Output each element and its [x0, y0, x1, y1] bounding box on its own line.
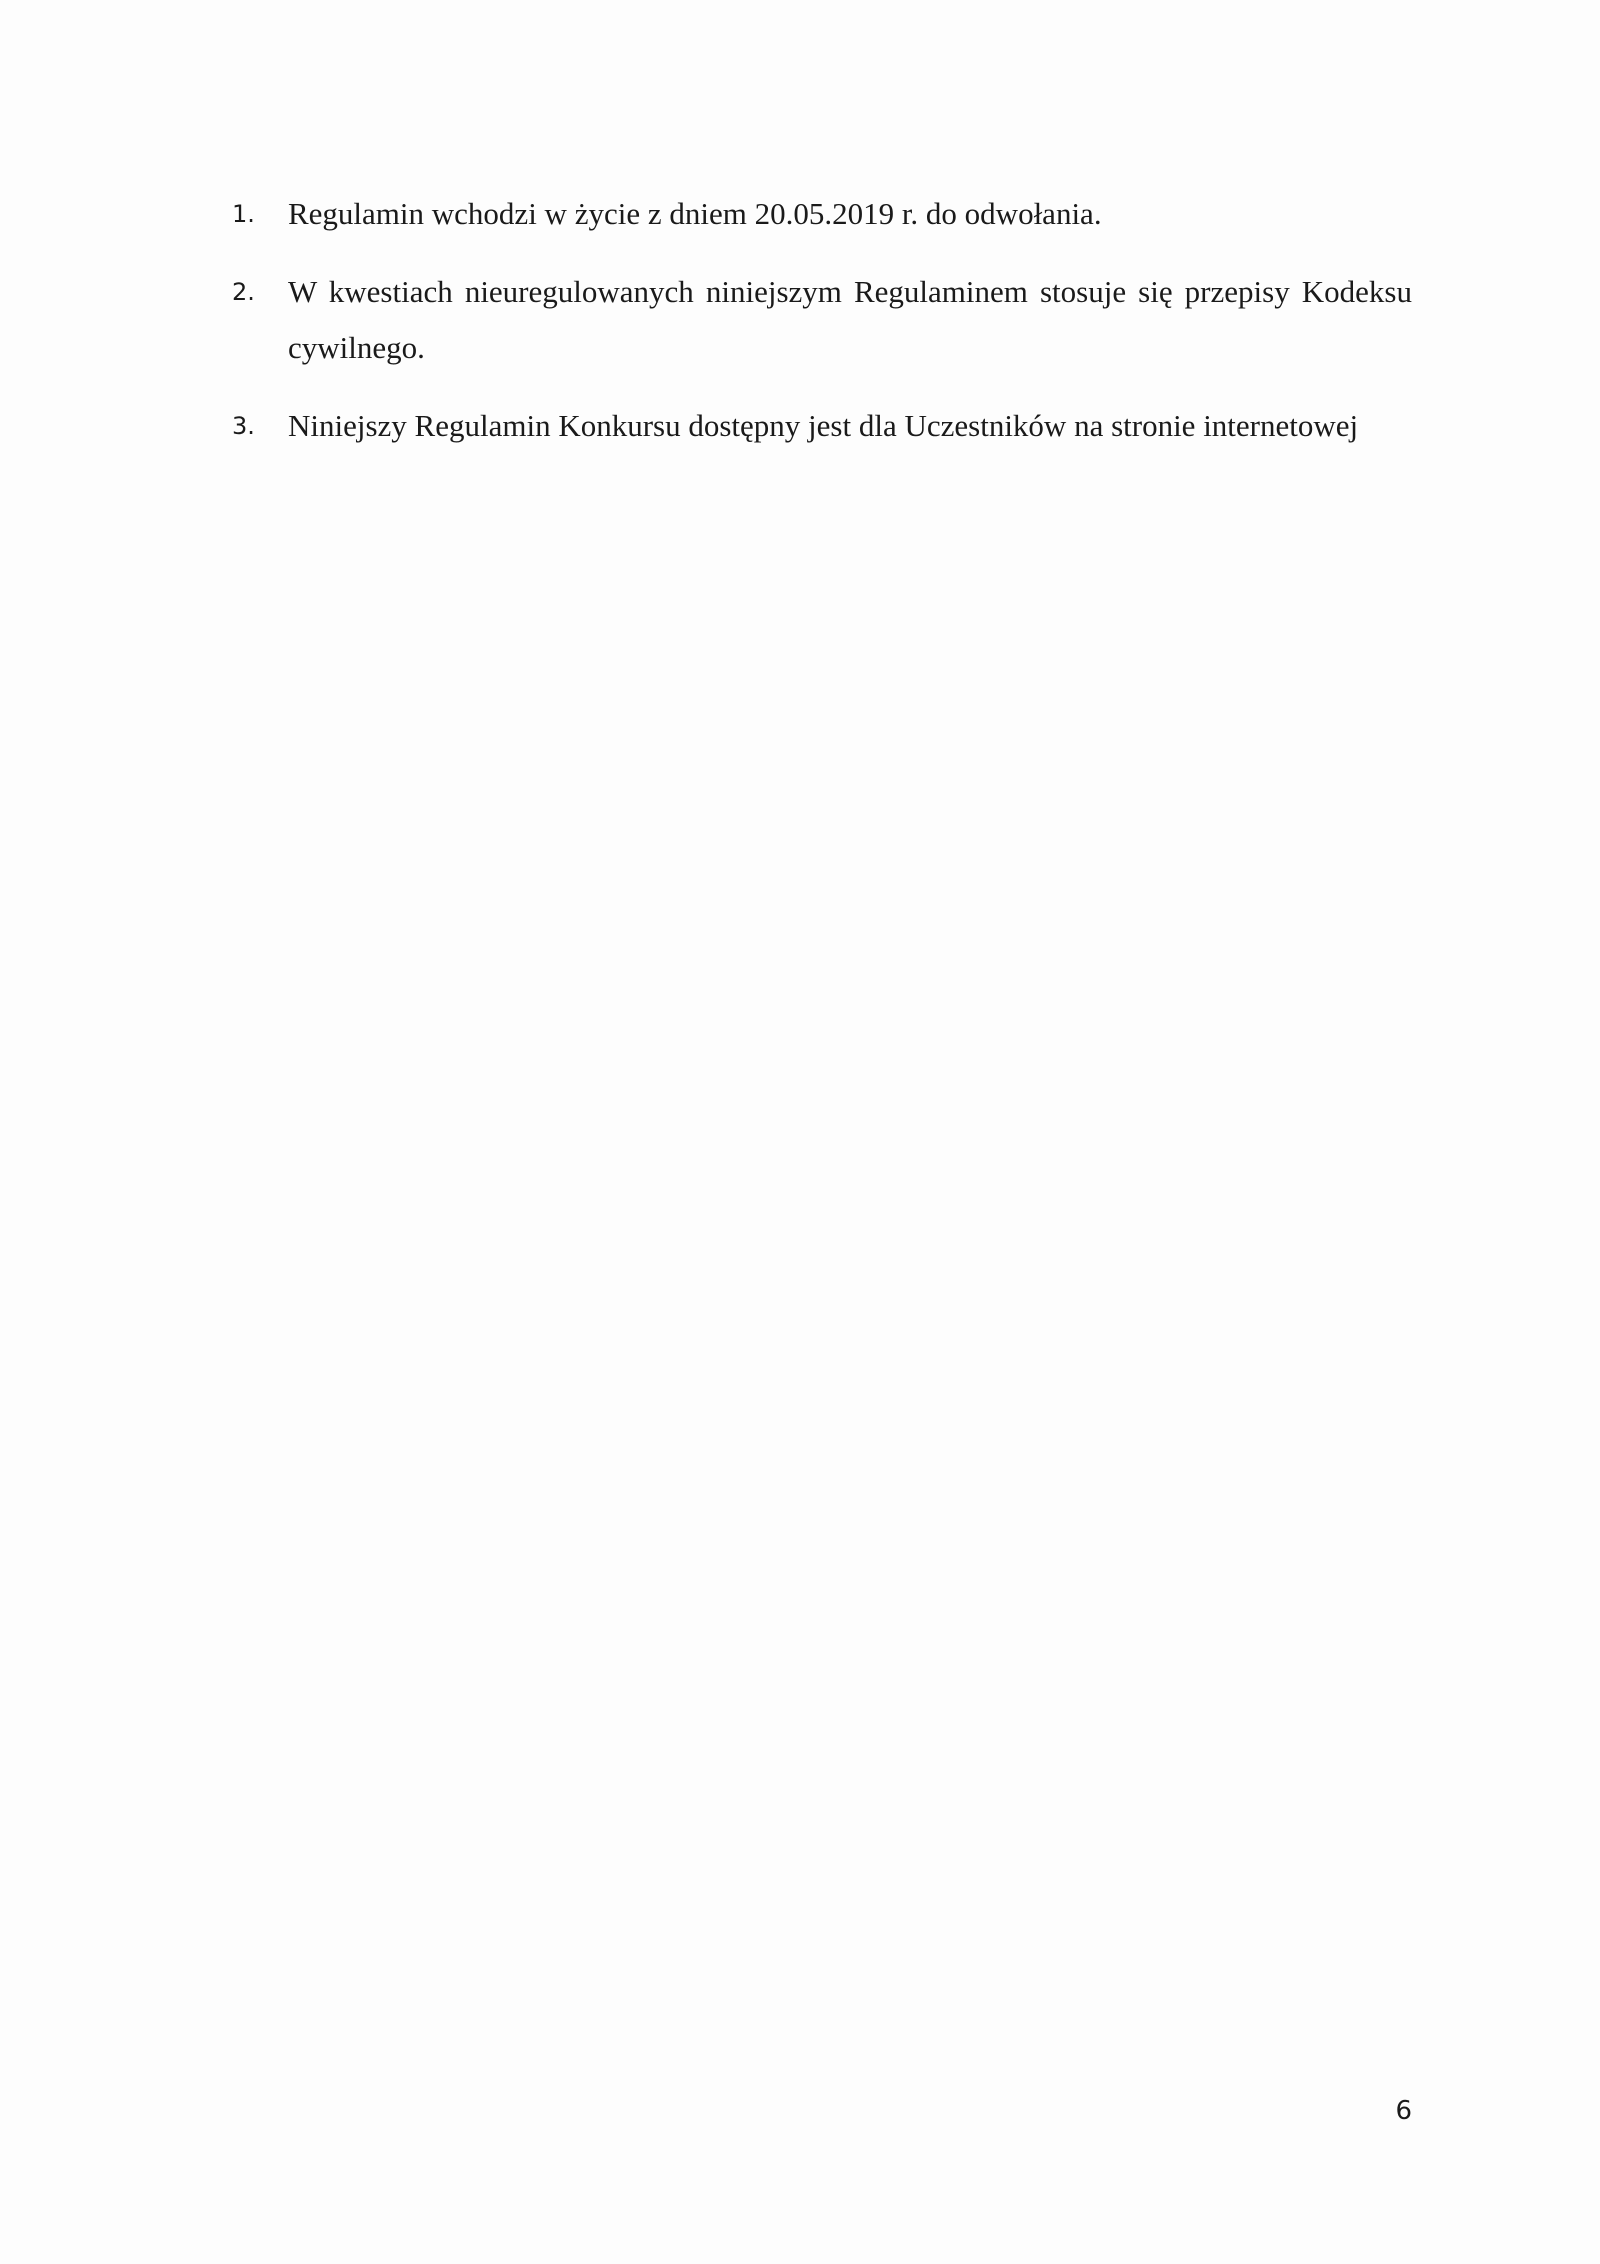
- list-item-number: 3.: [232, 412, 255, 440]
- list-item-text: Niniejszy Regulamin Konkursu dostępny jest dla Uczestników na stronie internetowej: [288, 408, 1359, 443]
- regulation-list: [232, 186, 1412, 476]
- list-item-number: 1.: [232, 200, 255, 228]
- list-item-text: Regulamin wchodzi w życie z dniem 20.05.2019 r. do odwołania.: [288, 196, 1102, 231]
- list-item: [232, 186, 1412, 242]
- page-number: 6: [1395, 2096, 1412, 2126]
- list-item: [232, 264, 1412, 376]
- list-item: [232, 398, 1412, 454]
- list-item-text: W kwestiach nieuregulowanych niniejszym Regulaminem stosuje się przepisy Kodeksu cywilnego.: [288, 274, 1412, 365]
- list-item-number: 2.: [232, 278, 255, 306]
